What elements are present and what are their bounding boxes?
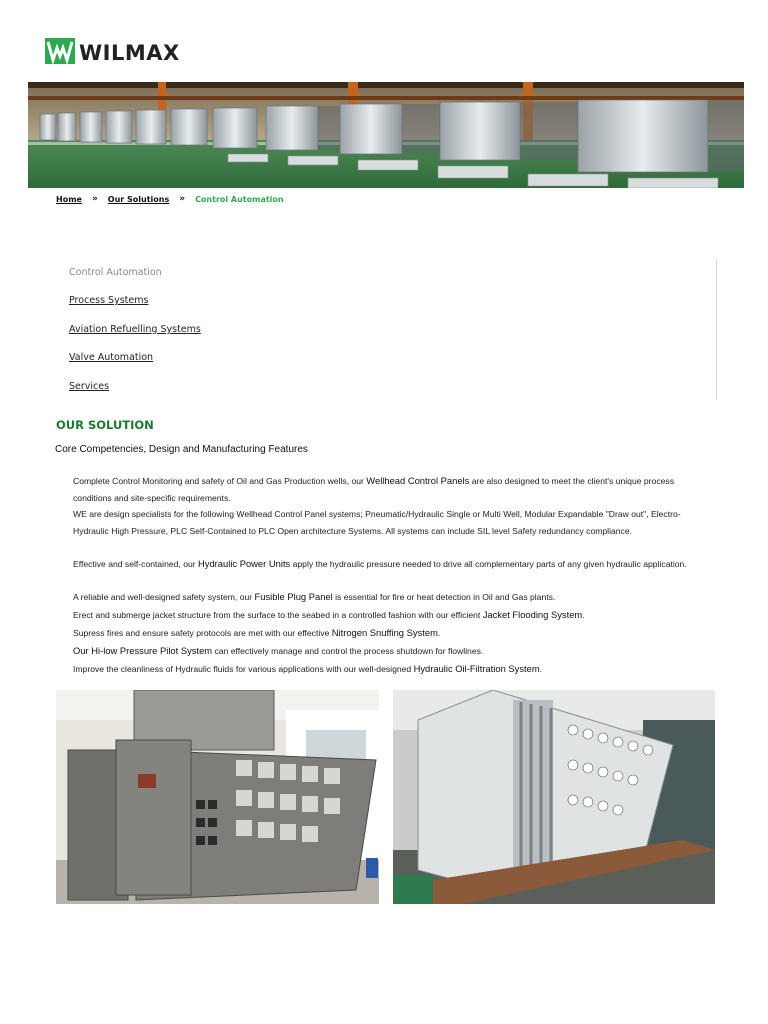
paragraph-wellhead	[73, 472, 713, 507]
text: Supress fires and ensure safety protocols are met with our effective	[73, 628, 332, 638]
text: apply the hydraulic pressure needed to drive all complementary parts of any given hydraulic application.	[290, 559, 687, 569]
highlight-text: Wellhead Control Panels	[366, 475, 470, 486]
breadcrumb	[56, 194, 284, 204]
brand-name: WILMAX	[79, 41, 180, 65]
wilmax-logo-icon	[45, 38, 75, 69]
paragraph-oil-filtration	[73, 660, 713, 678]
highlight-text: Jacket Flooding System	[482, 609, 583, 620]
highlight-text: Hydraulic Power Units	[198, 558, 291, 569]
breadcrumb-solutions-link[interactable]: Our Solutions	[107, 194, 170, 204]
highlight-text: Our Hi-low Pressure Pilot System	[73, 645, 213, 656]
text: Improve the cleanliness of Hydraulic fluids for various applications with our well-designed	[73, 664, 414, 674]
text: .	[582, 610, 585, 620]
section-subtitle: Core Competencies, Design and Manufacturing Features	[55, 444, 308, 455]
paragraph-pilot-system	[73, 642, 713, 660]
wilmax-logo[interactable]	[45, 40, 180, 66]
highlight-text: Hydraulic Oil-Filtration System	[413, 663, 540, 674]
breadcrumb-separator-icon: »	[91, 194, 98, 204]
text: Effective and self-contained, our	[73, 559, 199, 569]
solutions-menu	[56, 258, 717, 400]
control-panel-photo-2	[393, 690, 715, 904]
text: .	[437, 628, 441, 638]
text: A reliable and well-designed safety system, our	[73, 592, 255, 602]
text: .	[539, 664, 543, 674]
breadcrumb-current: Control Automation	[195, 194, 284, 204]
paragraph-design-specialists: WE are design specialists for the following Wellhead Control Panel systems; Pneumatic/Hydraulic Single or Multi Well, Modular Expandable "Draw out", Electro-Hydraulic High Pressure, PLC Self-Contained to PLC Open architecture Systems. All systems can include SIL level Safety redundancy compliance.	[73, 509, 681, 536]
menu-item-valve-automation[interactable]: Valve Automation	[69, 352, 154, 363]
paragraph-fusible-plug	[73, 588, 713, 606]
text: is essential for fire or heat detection in Oil and Gas plants.	[332, 592, 556, 602]
paragraph-jacket-flooding	[73, 606, 713, 624]
breadcrumb-separator-icon: »	[179, 194, 186, 204]
text: Complete Control Monitoring and safety of Oil and Gas Production wells, our	[73, 476, 367, 486]
breadcrumb-home-link[interactable]: Home	[56, 194, 82, 204]
text: Erect and submerge jacket structure from the surface to the seabed in a controlled fashion with our efficient	[73, 610, 483, 620]
highlight-text: Nitrogen Snuffing System	[331, 627, 438, 638]
highlight-text: Fusible Plug Panel	[254, 591, 333, 602]
control-panel-photo-1	[56, 690, 379, 904]
menu-item-control-automation[interactable]: Control Automation	[69, 267, 162, 278]
section-title: OUR SOLUTION	[56, 418, 154, 432]
text: can effectively manage and control the process shutdown for flowlines.	[212, 646, 484, 656]
paragraph-nitrogen-snuffing	[73, 624, 713, 642]
hero-banner-image	[28, 82, 744, 188]
menu-item-services[interactable]: Services	[69, 381, 110, 392]
menu-item-process-systems[interactable]: Process Systems	[69, 295, 149, 306]
menu-item-aviation-refuelling[interactable]: Aviation Refuelling Systems	[69, 324, 201, 335]
paragraph-hpu	[73, 555, 713, 573]
text: are also designed to meet the client's unique process conditions and site-specific requirements.	[73, 476, 674, 503]
